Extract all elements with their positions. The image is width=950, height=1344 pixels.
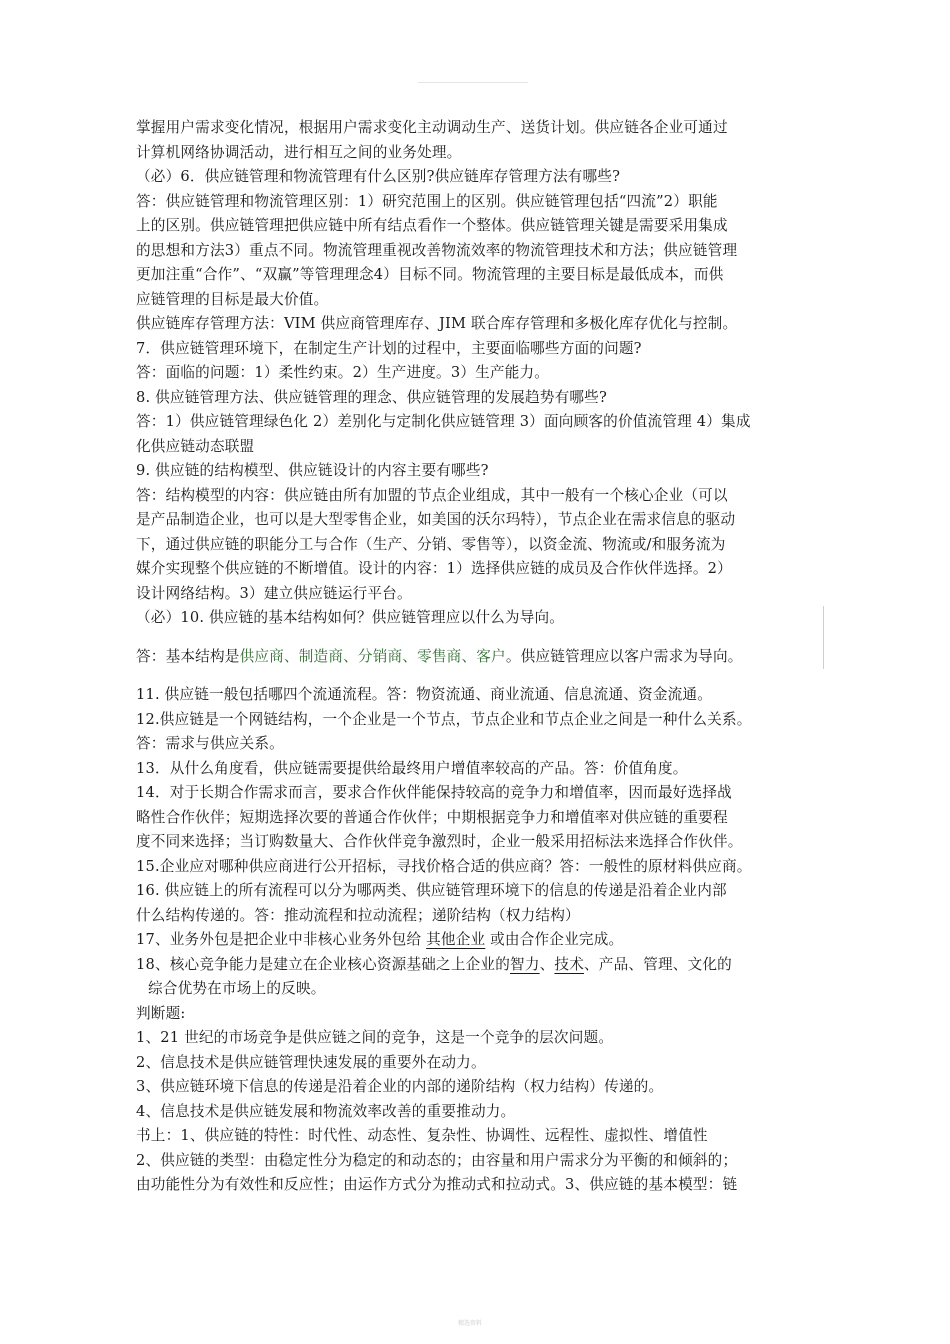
answer-line: 答：1）供应链管理绿色化 2）差别化与定制化供应链管理 3）面向顾客的价值流管理 4）集成	[136, 413, 751, 430]
question-8: 8. 供应链管理方法、供应链管理的理念、供应链管理的发展趋势有哪些?	[136, 388, 608, 406]
answer-line: 答：结构模型的内容：供应链由所有加盟的节点企业组成，其中一般有一个核心企业（可以	[136, 486, 728, 504]
footer-watermark: 精选资料	[458, 1320, 483, 1327]
answer-line: 略性合作伙伴；短期选择次要的普通合作伙伴；中期根据竞争力和增值率对供应链的重要程	[136, 808, 728, 826]
question-10: （必）10. 供应链的基本结构如何？供应链管理应以什么为导向。	[136, 609, 565, 626]
question-12: 12.供应链是一个网链结构，一个企业是一个节点，节点企业和节点企业之间是一种什么关系。	[136, 710, 752, 728]
question-10-block	[136, 606, 824, 669]
answer-line: 上的区别。供应链管理把供应链中所有结点看作一个整体。供应链管理关键是需要采用集成	[136, 217, 728, 234]
question-9: 9. 供应链的结构模型、供应链设计的内容主要有哪些?	[136, 462, 489, 479]
answer-line: 答：需求与供应关系。	[136, 735, 284, 752]
judgement-item: 3、供应链环境下信息的传递是沿着企业的内部的递阶结构（权力结构）传递的。	[136, 1078, 664, 1095]
answer-line: 设计网络结构。3）建立供应链运行平台。	[136, 584, 412, 602]
judgement-item: 2、信息技术是供应链管理快速发展的重要外在动力。	[136, 1053, 486, 1071]
answer-line: 化供应链动态联盟	[136, 437, 255, 455]
question-18	[136, 953, 820, 978]
header-rule	[418, 82, 528, 83]
answer-line: 应链管理的目标是最大价值。	[136, 290, 329, 308]
q18-sep: 、	[539, 955, 555, 973]
question-6: （必）6．供应链管理和物流管理有什么区别?供应链库存管理方法有哪些?	[136, 168, 621, 185]
answer-10-highlight: 供应商、制造商、分销商、零售商、客户	[239, 647, 506, 665]
answer-line: 答：面临的问题：1）柔性约束。2）生产进度。3）生产能力。	[136, 364, 550, 381]
judgement-item: 4、信息技术是供应链发展和物流效率改善的重要推动力。	[136, 1102, 516, 1120]
question-11: 11. 供应链一般包括哪四个流通流程。答：物资流通、商业流通、信息流通、资金流通。	[136, 686, 713, 703]
question-15: 15.企业应对哪种供应商进行公开招标，寻找价格合适的供应商？答：一般性的原材料供应商。	[136, 857, 752, 875]
q18-text-end: 、产品、管理、文化的	[584, 955, 732, 973]
answer-line: 是产品制造企业，也可以是大型零售企业，如美国的沃尔玛特），节点企业在需求信息的驱动	[136, 511, 736, 528]
answer-10-suffix: 。供应链管理应以客户需求为导向。	[505, 647, 743, 665]
q17-blank-answer: 其他企业	[426, 931, 486, 948]
section-heading-judgement: 判断题:	[136, 1004, 186, 1022]
question-7: 7．供应链管理环境下，在制定生产计划的过程中，主要面临哪些方面的问题?	[136, 339, 642, 357]
answer-10-prefix: 答：基本结构是	[136, 647, 240, 665]
answer-line: 度不同来选择；当订购数量大、合作伙伴竞争激烈时，企业一般采用招标法来选择合作伙伴。	[136, 833, 743, 850]
paragraph-line: 掌握用户需求变化情况，根据用户需求变化主动调动生产、送货计划。供应链各企业可通过	[136, 119, 728, 136]
answer-line: 的思想和方法3）重点不同。物流管理重视改善物流效率的物流管理技术和方法；供应链管理	[136, 241, 738, 259]
answer-line: 综合优势在市场上的反映。	[148, 980, 326, 997]
judgement-item: 1、21 世纪的市场竞争是供应链之间的竞争，这是一个竞争的层次问题。	[136, 1029, 614, 1046]
book-note: 2、供应链的类型：由稳定性分为稳定的和动态的；由容量和用户需求分为平衡的和倾斜的；	[136, 1151, 738, 1169]
q17-text-end: 或由合作企业完成。	[485, 931, 624, 948]
paragraph-line: 计算机网络协调活动，进行相互之间的业务处理。	[136, 143, 462, 161]
question-17	[136, 928, 820, 953]
answer-line: 媒介实现整个供应链的不断增值。设计的内容：1）选择供应链的成员及合作伙伴选择。2）	[136, 560, 732, 577]
answer-10	[136, 645, 823, 670]
answer-line: 更加注重“合作”、“双赢”等管理理念4）目标不同。物流管理的主要目标是最低成本，而供	[136, 266, 724, 283]
q18-text: 18、核心竞争能力是建立在企业核心资源基础之上企业的	[136, 955, 511, 973]
question-13: 13．从什么角度看，供应链需要提供给最终用户增值率较高的产品。答：价值角度。	[136, 759, 688, 777]
q17-text: 17、业务外包是把企业中非核心业务外包给	[136, 931, 427, 948]
document-body	[136, 116, 820, 1198]
question-14: 14．对于长期合作需求而言，要求合作伙伴能保持较高的竞争力和增值率，因而最好选择战	[136, 784, 732, 801]
answer-line: 什么结构传递的。答：推动流程和拉动流程；递阶结构（权力结构）	[136, 906, 580, 924]
book-note: 书上：1、供应链的特性：时代性、动态性、复杂性、协调性、远程性、虚拟性、增值性	[136, 1127, 708, 1144]
book-note: 由功能性分为有效性和反应性；由运作方式分为推动式和拉动式。3、供应链的基本模型：链	[136, 1176, 738, 1193]
answer-line: 答：供应链管理和物流管理区别：1）研究范围上的区别。供应链管理包括“四流”2）职能	[136, 192, 718, 210]
q18-blank-2: 技术	[554, 955, 585, 973]
answer-line: 下，通过供应链的职能分工与合作（生产、分销、零售等），以资金流、物流或/和服务流为	[136, 535, 726, 553]
q18-blank-1: 智力	[510, 955, 540, 973]
question-16: 16. 供应链上的所有流程可以分为哪两类、供应链管理环境下的信息的传递是沿着企业内部	[136, 882, 727, 899]
answer-line: 供应链库存管理方法：VIM 供应商管理库存、JIM 联合库存管理和多极化库存优化与控制。	[136, 315, 738, 332]
